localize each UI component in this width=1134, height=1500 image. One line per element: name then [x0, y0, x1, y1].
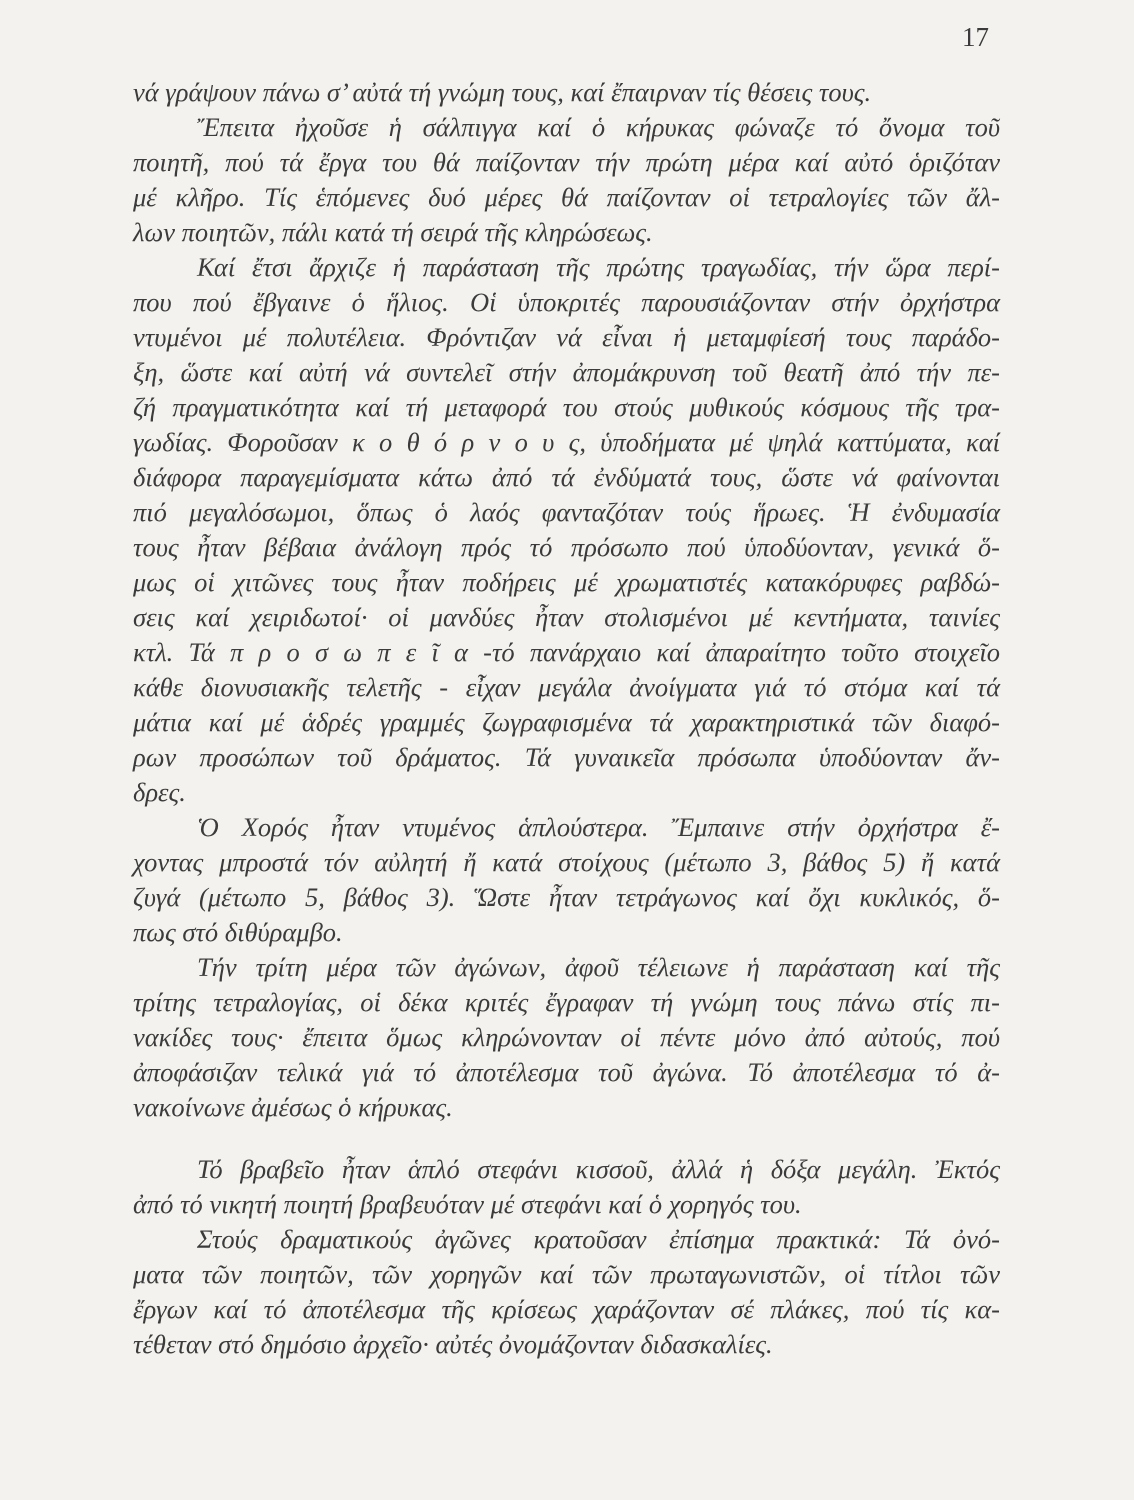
- text-line: κάθε διονυσιακῆς τελετῆς - εἶχαν μεγάλα ἀνοίγματα γιά τό στόμα καί τά: [133, 672, 1000, 702]
- text-line: τους ἦταν βέβαια ἀνάλογη πρός τό πρόσωπο πού ὑποδύονταν, γενικά ὅ-: [133, 532, 1000, 562]
- text-line: κτλ. Τά π ρ ο σ ω π ε ῖ α -τό πανάρχαιο καί ἀπαραίτητο τοῦτο στοιχεῖο: [133, 637, 1000, 667]
- text-line: Τό βραβεῖο ἦταν ἁπλό στεφάνι κισσοῦ, ἀλλά ἡ δόξα μεγάλη. Ἐκτός: [197, 1154, 1000, 1184]
- text-line: πιό μεγαλόσωμοι, ὅπως ὁ λαός φανταζόταν τούς ἥρωες. Ἡ ἐνδυμασία: [133, 497, 1000, 527]
- text-line: γωδίας. Φοροῦσαν κ ο θ ό ρ ν ο υ ς, ὑποδήματα μέ ψηλά καττύματα, καί: [133, 427, 1000, 457]
- text-line: τρίτης τετραλογίας, οἱ δέκα κριτές ἔγραφαν τή γνώμη τους πάνω στίς πι-: [133, 987, 1000, 1017]
- text-line: ἔργων καί τό ἀποτέλεσμα τῆς κρίσεως χαράζονταν σέ πλάκες, πού τίς κα-: [133, 1294, 1000, 1324]
- text-line: ἀποφάσιζαν τελικά γιά τό ἀποτέλεσμα τοῦ ἀγώνα. Τό ἀποτέλεσμα τό ἀ-: [133, 1057, 1000, 1087]
- text-line: ντυμένοι μέ πολυτέλεια. Φρόντιζαν νά εἶναι ἡ μεταμφίεσή τους παράδο-: [133, 322, 1000, 352]
- text-line: Στούς δραματικούς ἀγῶνες κρατοῦσαν ἐπίσημα πρακτικά: Τά ὀνό-: [197, 1224, 1000, 1254]
- text-line: νακίδες τους· ἔπειτα ὅμως κληρώνονταν οἱ πέντε μόνο ἀπό αὐτούς, πού: [133, 1022, 1000, 1052]
- text-line: νακοίνωνε ἀμέσως ὁ κήρυκας.: [133, 1092, 453, 1122]
- text-line: ποιητῆ, πού τά ἔργα του θά παίζονταν τήν πρώτη μέρα καί αὐτό ὁριζόταν: [133, 147, 1000, 177]
- text-line: λων ποιητῶν, πάλι κατά τή σειρά τῆς κληρώσεως.: [133, 217, 653, 247]
- text-line: Ἔπειτα ἠχοῦσε ἡ σάλπιγγα καί ὁ κήρυκας φώναζε τό ὄνομα τοῦ: [197, 112, 1000, 142]
- text-line: διάφορα παραγεμίσματα κάτω ἀπό τά ἐνδύματά τους, ὥστε νά φαίνονται: [133, 462, 1000, 492]
- text-line: σεις καί χειριδωτοί· οἱ μανδύες ἦταν στολισμένοι μέ κεντήματα, ταινίες: [133, 602, 1000, 632]
- text-line: που πού ἔβγαινε ὁ ἥλιος. Οἱ ὑποκριτές παρουσιάζονταν στήν ὀρχήστρα: [133, 287, 1000, 317]
- page-number: 17: [962, 22, 989, 52]
- text-line: νά γράψουν πάνω σ’ αὐτά τή γνώμη τους, καί ἔπαιρναν τίς θέσεις τους.: [133, 77, 872, 107]
- text-line: δρες.: [133, 777, 186, 807]
- text-line: μάτια καί μέ ἁδρές γραμμές ζωγραφισμένα τά χαρακτηριστικά τῶν διαφό-: [133, 707, 1000, 737]
- text-line: ξη, ὥστε καί αὐτή νά συντελεῖ στήν ἀπομάκρυνση τοῦ θεατῆ ἀπό τήν πε-: [133, 357, 1000, 387]
- text-line: πως στό διθύραμβο.: [133, 917, 343, 947]
- text-line: ματα τῶν ποιητῶν, τῶν χορηγῶν καί τῶν πρωταγωνιστῶν, οἱ τίτλοι τῶν: [133, 1259, 1000, 1289]
- text-line: τέθεταν στό δημόσιο ἀρχεῖο· αὐτές ὀνομάζονταν διδασκαλίες.: [133, 1329, 773, 1359]
- text-line: ρων προσώπων τοῦ δράματος. Τά γυναικεῖα πρόσωπα ὑποδύονταν ἄν-: [133, 742, 1000, 772]
- text-line: Τήν τρίτη μέρα τῶν ἀγώνων, ἀφοῦ τέλειωνε ἡ παράσταση καί τῆς: [197, 952, 1000, 982]
- text-line: ἀπό τό νικητή ποιητή βραβευόταν μέ στεφάνι καί ὁ χορηγός του.: [133, 1189, 802, 1219]
- text-line: ζή πραγματικότητα καί τή μεταφορά του στούς μυθικούς κόσμους τῆς τρα-: [133, 392, 1000, 422]
- text-line: ζυγά (μέτωπο 5, βάθος 3). Ὥστε ἦταν τετράγωνος καί ὄχι κυκλικός, ὅ-: [133, 882, 1000, 912]
- text-line: μέ κλῆρο. Τίς ἑπόμενες δυό μέρες θά παίζονταν οἱ τετραλογίες τῶν ἄλ-: [133, 182, 1000, 212]
- text-line: χοντας μπροστά τόν αὐλητή ἤ κατά στοίχους (μέτωπο 3, βάθος 5) ἤ κατά: [133, 847, 1000, 877]
- text-line: μως οἱ χιτῶνες τους ἦταν ποδήρεις μέ χρωματιστές κατακόρυφες ραβδώ-: [133, 567, 1000, 597]
- text-line: Καί ἔτσι ἄρχιζε ἡ παράσταση τῆς πρώτης τραγωδίας, τήν ὥρα περί-: [197, 252, 1000, 282]
- text-line: Ὁ Χορός ἦταν ντυμένος ἁπλούστερα. Ἔμπαινε στήν ὀρχήστρα ἔ-: [197, 812, 1000, 842]
